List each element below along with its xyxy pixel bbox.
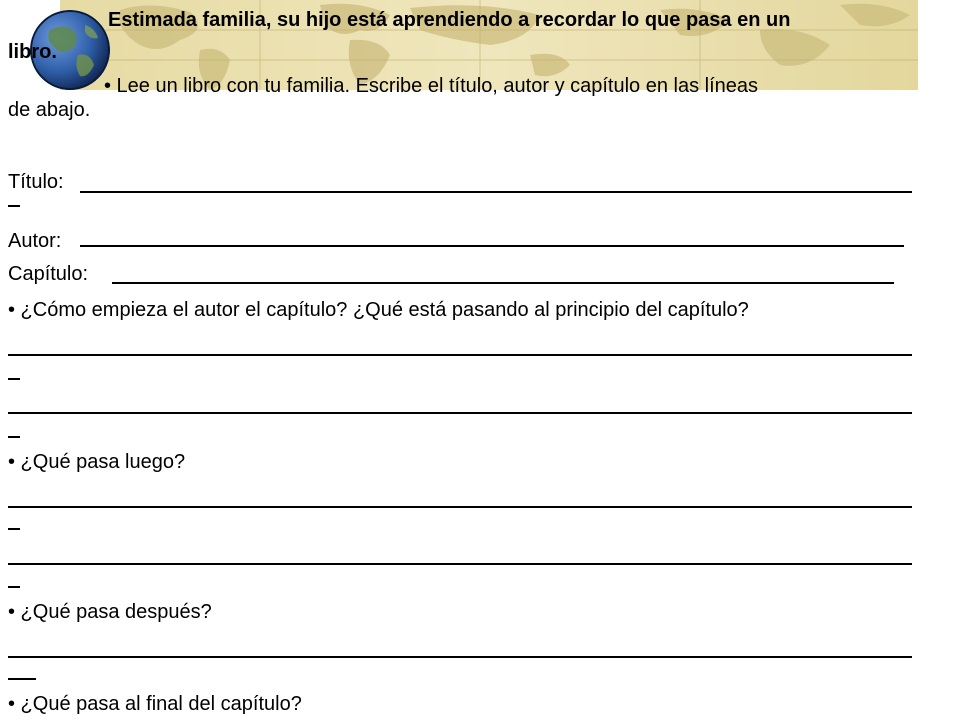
question-next: • ¿Qué pasa luego? [8, 451, 186, 473]
answer-line [8, 563, 912, 565]
question-after: • ¿Qué pasa después? [8, 601, 212, 623]
answer-line-tail [8, 436, 20, 438]
answer-line-tail [8, 378, 20, 380]
title-answer-line-tail [8, 205, 20, 207]
chapter-label: Capítulo: [8, 263, 89, 285]
answer-line [8, 354, 912, 356]
answer-line [8, 506, 912, 508]
question-ending: • ¿Qué pasa al final del capítulo? [8, 693, 302, 715]
chapter-answer-line [112, 282, 894, 284]
answer-line-tail [8, 586, 20, 588]
answer-line [8, 412, 912, 414]
answer-line-tail [8, 678, 36, 680]
question-beginning: • ¿Cómo empieza el autor el capítulo? ¿Qué está pasando al principio del capítulo? [8, 299, 749, 321]
answer-line-tail [8, 528, 20, 530]
author-label: Autor: [8, 230, 62, 252]
author-answer-line [80, 245, 904, 247]
intro-instruction-continued: de abajo. [8, 99, 91, 121]
intro-heading-continued: libro. [8, 41, 57, 63]
answer-line [8, 656, 912, 658]
title-label: Título: [8, 171, 64, 193]
intro-heading: Estimada familia, su hijo está aprendiendo a recordar lo que pasa en un [108, 9, 791, 31]
title-answer-line [80, 191, 912, 193]
intro-instruction: • Lee un libro con tu familia. Escribe el título, autor y capítulo en las líneas [104, 75, 759, 97]
